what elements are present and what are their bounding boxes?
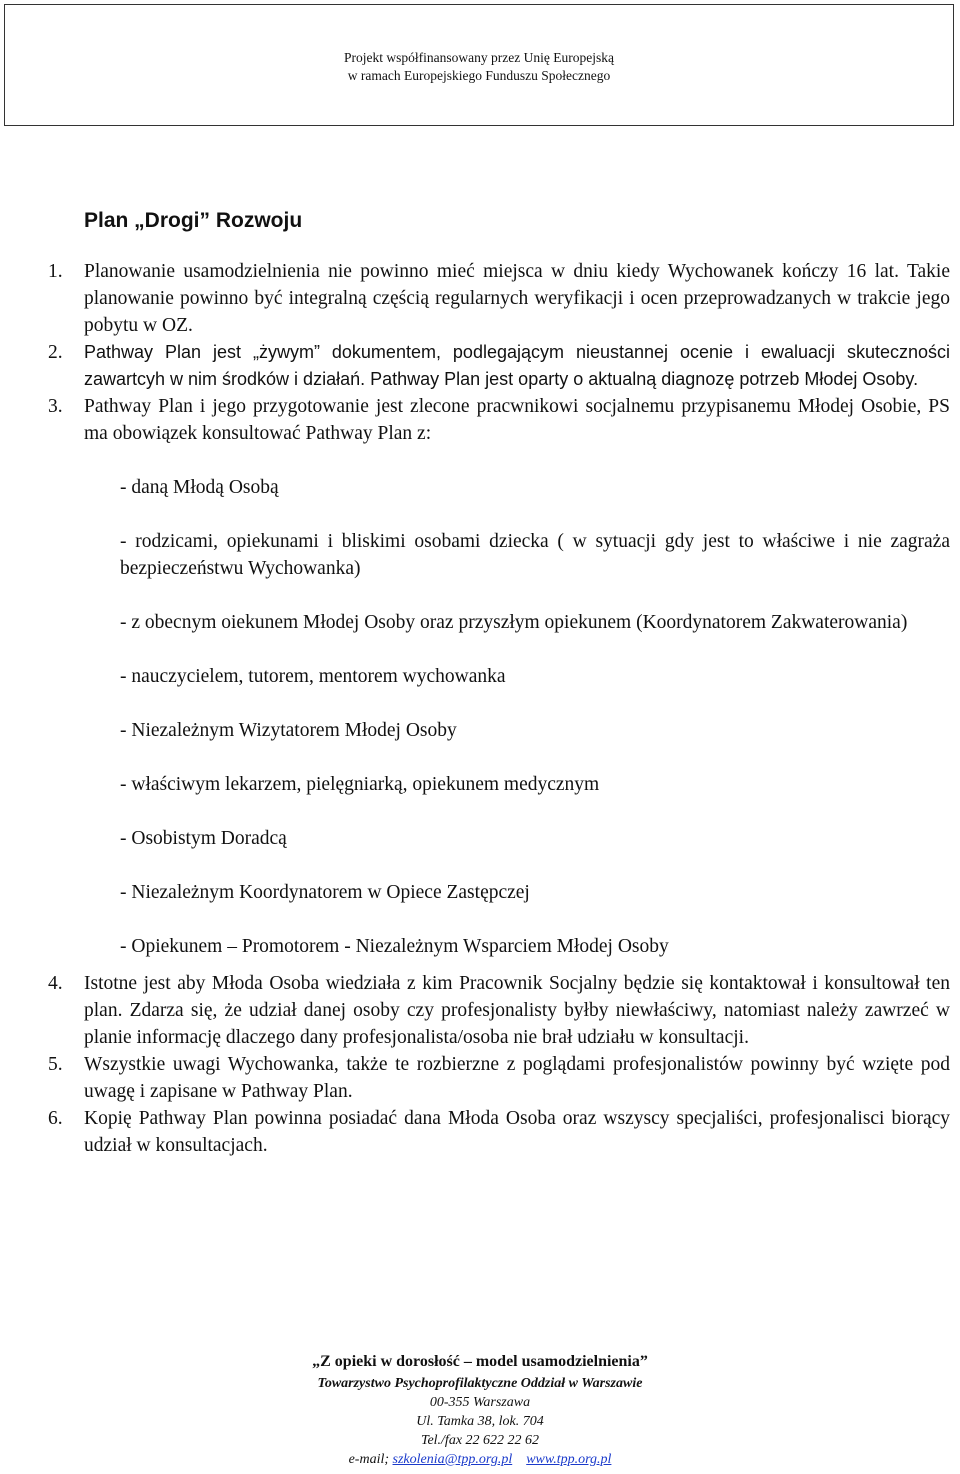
footer-organization: Towarzystwo Psychoprofilaktyczne Oddział w Warszawie <box>317 1376 643 1391</box>
sub-item: - daną Młodą Osobą <box>120 477 279 498</box>
document-body <box>48 258 950 1159</box>
item-text: Planowanie usamodzielnienia nie powinno mieć miejsca w dniu kiedy Wychowanek kończy 16 lat. Takie planowanie powinno być integralną częścią regularnych weryfikacji i ocen przeprowadzanych w trakcie jego pobytu w OZ. <box>84 261 950 336</box>
sub-item: - Osobistym Doradcą <box>120 828 287 849</box>
item-number: 2. <box>48 342 63 363</box>
footer-phone: Tel./fax 22 622 22 62 <box>420 1433 540 1448</box>
list-item-3 <box>48 393 950 970</box>
sub-item: - właściwym lekarzem, pielęgniarką, opiekunem medycznym <box>120 774 600 795</box>
footer-address: Ul. Tamka 38, lok. 704 <box>416 1414 544 1429</box>
footer-contact-line <box>0 1450 960 1469</box>
list-item-1 <box>48 258 950 339</box>
footer-email-label: e-mail; <box>348 1452 390 1467</box>
sub-item: - Niezależnym Koordynatorem w Opiece Zastępczej <box>120 882 530 903</box>
header-text <box>5 49 953 85</box>
item-number: 6. <box>48 1108 63 1129</box>
sub-item: - rodzicami, opiekunami i bliskimi osobami dziecka ( w sytuacji gdy jest to właściwe i nie zagraża bezpieczeństwu Wychowanka) <box>120 531 950 579</box>
header-box <box>4 4 954 126</box>
header-line-1: Projekt współfinansowany przez Unię Europejską <box>344 50 614 65</box>
item-number: 1. <box>48 261 63 282</box>
list-item-2 <box>48 339 950 393</box>
footer <box>0 1350 960 1469</box>
item-text: Istotne jest aby Młoda Osoba wiedziała z kim Pracownik Socjalny będzie się kontaktował i konsultował ten plan. Zdarza się, że udział danej osoby czy profesjonalisty byłby niewłaściwy, natomiast należy zawrzeć w planie informację dlaczego dany profesjonalista/osoba nie brał udziału w konsultacji. <box>84 973 950 1048</box>
sub-item: - Niezależnym Wizytatorem Młodej Osoby <box>120 720 457 741</box>
footer-project-title: „Z opieki w dorosłość – model usamodzielnienia” <box>312 1353 648 1370</box>
document-title: Plan „Drogi” Rozwoju <box>84 209 303 232</box>
footer-email-link[interactable]: szkolenia@tpp.org.pl <box>392 1452 513 1467</box>
item-text: Wszystkie uwagi Wychowanka, także te rozbierzne z poglądami profesjonalistów powinny być wzięte pod uwagę i zapisane w Pathway Plan. <box>84 1054 950 1102</box>
item-text: Pathway Plan jest „żywym” dokumentem, podlegającym nieustannej ocenie i ewaluacji skuteczności zawartcyh w nim środków i działań. Pathway Plan jest oparty o aktualną diagnozę potrzeb Młodej Osoby. <box>84 342 950 389</box>
sub-item: - nauczycielem, tutorem, mentorem wychowanka <box>120 666 506 687</box>
footer-website-link[interactable]: www.tpp.org.pl <box>526 1452 612 1467</box>
item-number: 4. <box>48 973 63 994</box>
footer-postal: 00-355 Warszawa <box>429 1395 531 1410</box>
item-number: 3. <box>48 396 63 417</box>
item-text: Kopię Pathway Plan powinna posiadać dana Młoda Osoba oraz wszyscy specjaliści, profesjonalisci biorący udział w konsultacjach. <box>84 1108 950 1156</box>
item-text: Pathway Plan i jego przygotowanie jest zlecone pracwnikowi socjalnemu przypisanemu Młodej Osobie, PS ma obowiązek konsultować Pathway Plan z: <box>84 396 950 444</box>
sub-item: - Opiekunem – Promotorem - Niezależnym Wsparciem Młodej Osoby <box>120 936 669 957</box>
list-item-5 <box>48 1051 950 1105</box>
list-item-6 <box>48 1105 950 1159</box>
item-number: 5. <box>48 1054 63 1075</box>
list-item-4 <box>48 970 950 1051</box>
sub-item: - z obecnym oiekunem Młodej Osoby oraz przyszłym opiekunem (Koordynatorem Zakwaterowania) <box>120 612 908 633</box>
header-line-2: w ramach Europejskiego Funduszu Społecznego <box>347 68 611 83</box>
